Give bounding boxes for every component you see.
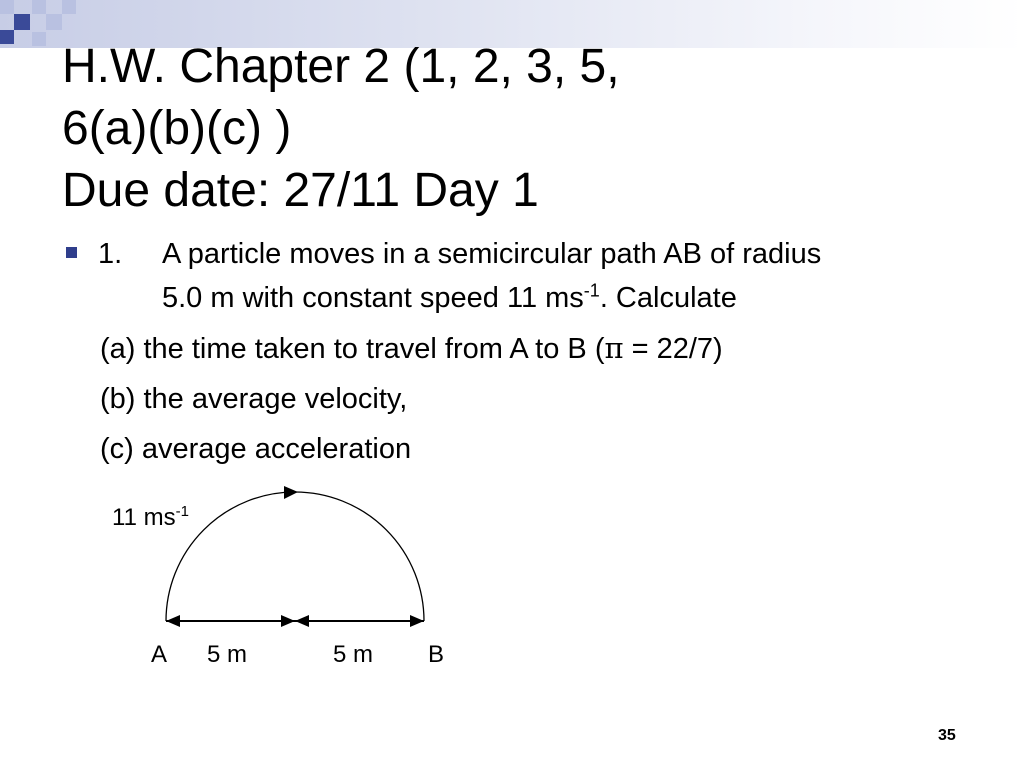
pi-symbol: π	[604, 331, 624, 365]
semicircle-diagram	[100, 480, 500, 680]
arrowhead-left-icon	[166, 615, 180, 627]
square-bullet-icon	[66, 247, 77, 258]
page-number: 35	[938, 727, 956, 744]
arrowhead-mid-right-icon	[295, 615, 309, 627]
title-line-2: 6(a)(b)(c) )	[62, 102, 292, 155]
slide-title	[62, 36, 962, 222]
part-c: (c) average acceleration	[100, 433, 412, 465]
part-b: (b) the average velocity,	[100, 383, 408, 415]
question-line-1: A particle moves in a semicircular path AB of radius	[162, 238, 822, 270]
question-line-2: 5.0 m with constant speed 11 $ms^{-1}$. Calculate	[162, 280, 737, 314]
left-distance-label: 5 m	[207, 641, 248, 668]
question-number: 1.	[98, 238, 123, 270]
speed-label: 11 $ms^{-1}$	[112, 503, 189, 531]
title-line-1: H.W. Chapter 2 (1, 2, 3, 5,	[62, 40, 620, 93]
point-a-label: A	[151, 641, 168, 668]
question-item	[62, 232, 982, 320]
question-body	[62, 232, 982, 471]
direction-arrow-icon	[284, 486, 298, 499]
arrowhead-right-icon	[410, 615, 424, 627]
part-a: (a) the time taken to travel from A to B (π = 22/7)	[100, 331, 723, 365]
right-distance-label: 5 m	[333, 641, 374, 668]
title-line-3: Due date: 27/11 Day 1	[62, 164, 539, 217]
point-b-label: B	[428, 641, 445, 668]
semicircle-path	[166, 492, 424, 621]
arrowhead-mid-left-icon	[281, 615, 295, 627]
